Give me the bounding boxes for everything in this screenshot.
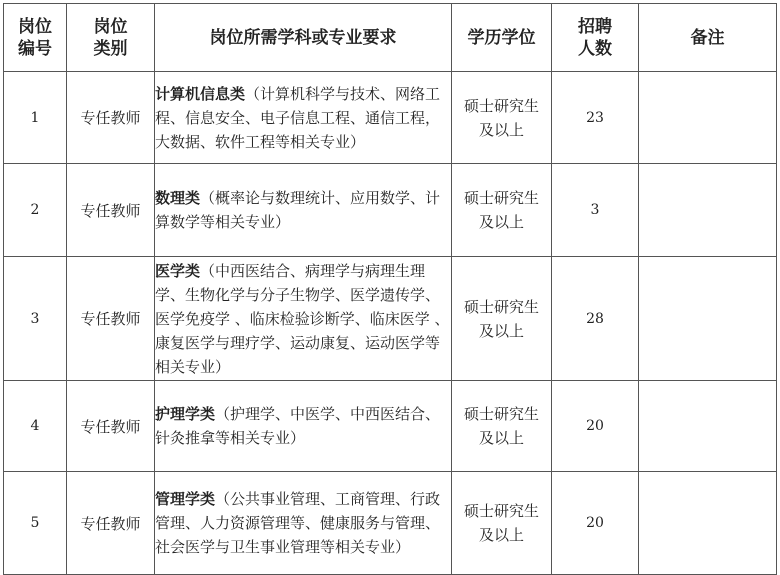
degree-line2: 及以上	[478, 526, 524, 544]
remark-cell	[639, 381, 777, 472]
requirement-detail: （公共事业管理、工商管理、行政管理、人力资源管理等、健康服务与管理、社会医学与卫生事业管理等相关专业）	[155, 490, 441, 556]
header-remark: 备注	[639, 4, 777, 72]
degree-line1: 硕士研究生	[463, 405, 539, 423]
degree-line1: 硕士研究生	[463, 189, 539, 207]
requirement-detail: （中西医结合、病理学与病理生理学、生物化学与分子生物学、医学遗传学、医学免疫学 、临床检验诊断学、临床医学 、康复医学与理疗学、运动康复、运动医学等相关专业）	[155, 261, 450, 376]
degree-cell	[452, 257, 552, 381]
degree-cell	[452, 72, 552, 164]
degree-cell	[452, 472, 552, 575]
degree-line1: 硕士研究生	[463, 297, 539, 316]
count-cell: 20	[552, 381, 639, 472]
post-no-cell: 4	[4, 381, 67, 472]
post-no-cell: 5	[4, 472, 67, 575]
header-count-line1: 招聘	[578, 16, 612, 37]
header-degree: 学历学位	[452, 4, 552, 72]
requirement-category: 数理类	[155, 189, 201, 207]
header-count-line2: 人数	[578, 38, 612, 59]
post-type-cell: 专任教师	[67, 164, 155, 257]
table-row	[4, 257, 777, 381]
post-type-cell: 专任教师	[67, 381, 155, 472]
remark-cell	[639, 257, 777, 381]
requirement-detail: （护理学、中医学、中西医结合、针灸推拿等相关专业）	[155, 405, 441, 447]
post-type-cell: 专任教师	[67, 472, 155, 575]
post-no-cell: 3	[4, 257, 67, 381]
post-no-cell: 1	[4, 72, 67, 164]
table-row	[4, 472, 777, 575]
requirement-cell	[155, 472, 452, 575]
count-cell: 23	[552, 72, 639, 164]
header-post-no-line2: 编号	[18, 38, 52, 59]
count-cell: 28	[552, 257, 639, 381]
header-row	[4, 4, 777, 72]
header-requirement: 岗位所需学科或专业要求	[155, 4, 452, 72]
header-count	[552, 4, 639, 72]
post-type-cell: 专任教师	[67, 257, 155, 381]
requirement-category: 护理学类	[155, 405, 216, 423]
recruitment-table	[3, 3, 777, 575]
degree-line1: 硕士研究生	[463, 502, 539, 520]
header-post-type-line2: 类别	[93, 38, 128, 59]
post-type-cell: 专任教师	[67, 72, 155, 164]
count-cell: 3	[552, 164, 639, 257]
remark-cell	[639, 164, 777, 257]
remark-cell	[639, 72, 777, 164]
requirement-category: 计算机信息类	[155, 84, 246, 103]
requirement-detail: （计算机科学与技术、网络工程、信息安全、电子信息工程、通信工程，大数据、软件工程等相关专业）	[155, 84, 441, 151]
degree-line2: 及以上	[478, 213, 524, 231]
header-post-no	[4, 4, 67, 72]
post-no-cell: 2	[4, 164, 67, 257]
header-post-no-line1: 岗位	[18, 16, 52, 37]
header-post-type	[67, 4, 155, 72]
requirement-cell	[155, 257, 452, 381]
requirement-cell	[155, 381, 452, 472]
count-cell: 20	[552, 472, 639, 575]
degree-cell	[452, 381, 552, 472]
requirement-category: 医学类	[155, 261, 201, 280]
requirement-cell	[155, 72, 452, 164]
degree-line2: 及以上	[478, 429, 524, 447]
requirement-cell	[155, 164, 452, 257]
table-row	[4, 72, 777, 164]
degree-cell	[452, 164, 552, 257]
degree-line2: 及以上	[478, 321, 524, 340]
degree-line2: 及以上	[478, 120, 524, 139]
header-post-type-line1: 岗位	[93, 16, 128, 37]
requirement-category: 管理学类	[155, 490, 216, 508]
table-row	[4, 164, 777, 257]
degree-line1: 硕士研究生	[463, 96, 539, 115]
requirement-detail: （概率论与数理统计、应用数学、计算数学等相关专业）	[155, 189, 441, 231]
table-row	[4, 381, 777, 472]
remark-cell	[639, 472, 777, 575]
